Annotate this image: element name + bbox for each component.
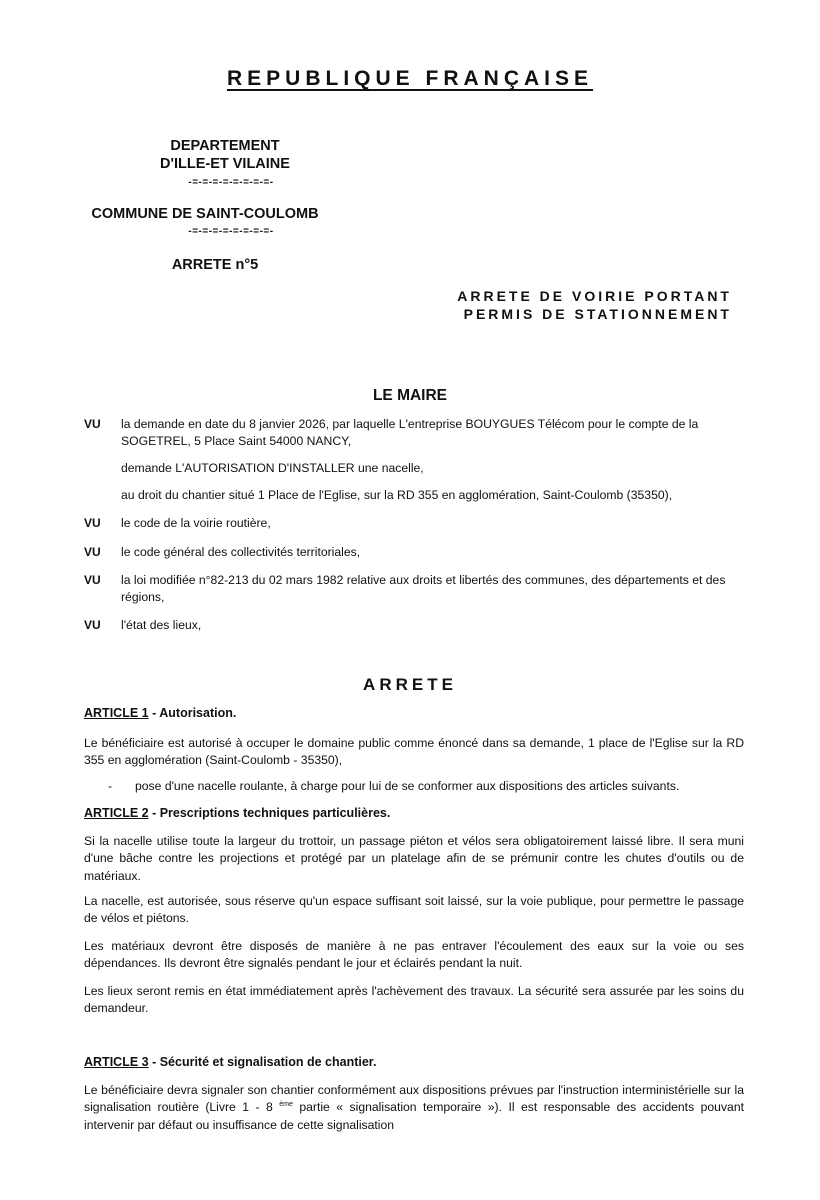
departement-line-1: DEPARTEMENT [170, 138, 280, 154]
article-2-paragraph-1: Si la nacelle utilise toute la largeur du trottoir, un passage piéton et vélos sera obligatoirement laissé libre. Il sera muni d'une bâche contre les projections et protégé par un platelage afin de se prémunir contre les chutes d'outils ou de matériaux. [84, 834, 744, 883]
vu-loi: la loi modifiée n°82-213 du 02 mars 1982 relative aux droits et libertés des communes, des départements et des régions, [121, 573, 726, 605]
departement-line-2: D'ILLE-ET VILAINE [160, 156, 290, 173]
article-1-heading [84, 705, 236, 723]
bullet-dash: - [108, 779, 113, 793]
article-3-paragraph-1: Le bénéficiaire devra signaler son chantier conformément aux dispositions prévues par l'instruction interministérielle sur la signalisation routière (Livre 1 - 8 $^{ème}$ partie « signalisation temporaire »). Il est responsable des accidents pouvant intervenir par défaut ou insuffisance de cette signalisation [84, 1083, 744, 1132]
separator-1: -=-=-=-=-=-=-=-=- [188, 177, 274, 188]
vu-label: VU [84, 516, 101, 530]
arrete-heading: ARRETE [363, 675, 457, 694]
article-2-heading [84, 805, 390, 823]
arrete-title-block [457, 287, 732, 323]
article-1-label: ARTICLE 1 [84, 706, 149, 720]
commune-name: COMMUNE DE SAINT-COULOMB [91, 206, 319, 222]
vu-label: VU [84, 573, 101, 587]
vu-demande: la demande en date du 8 janvier 2026, par laquelle L'entreprise BOUYGUES Télécom pour le compte de la SOGETREL, 5 Place Saint 54000 NANCY, [121, 417, 699, 449]
vu-demande-autorisation: demande L'AUTORISATION D'INSTALLER une nacelle, [121, 461, 424, 475]
vu-label: VU [84, 618, 101, 632]
departement-block [100, 137, 350, 173]
arrete-number: ARRETE n°5 [171, 257, 259, 273]
separator-2: -=-=-=-=-=-=-=-=- [188, 226, 274, 237]
arrete-title-line-1: ARRETE DE VOIRIE PORTANT [457, 288, 732, 304]
vu-etat-lieux: l'état des lieux, [121, 618, 202, 632]
vu-label: VU [84, 545, 101, 559]
vu-code-voirie: le code de la voirie routière, [121, 516, 271, 530]
vu-cgct: le code général des collectivités territoriales, [121, 545, 361, 559]
arrete-title-line-2: PERMIS DE STATIONNEMENT [463, 306, 732, 323]
article-2-label: ARTICLE 2 [84, 806, 149, 820]
article-3-label: ARTICLE 3 [84, 1055, 149, 1069]
le-maire-heading: LE MAIRE [372, 387, 448, 404]
article-1-title: - Autorisation. [148, 706, 237, 720]
article-2-paragraph-2: La nacelle, est autorisée, sous réserve qu'un espace suffisant soit laissé, sur la voie publique, pour permettre le passage de vélos et piétons. [84, 894, 744, 926]
article-3-heading [84, 1054, 376, 1072]
article-2-title: - Prescriptions techniques particulières. [148, 806, 391, 820]
vu-demande-lieu: au droit du chantier situé 1 Place de l'Eglise, sur la RD 355 en agglomération, Saint-Coulomb (35350), [121, 488, 673, 502]
vu-label: VU [84, 417, 101, 431]
article-1-bullet: pose d'une nacelle roulante, à charge pour lui de se conformer aux dispositions des articles suivants. [135, 779, 680, 793]
article-3-title: - Sécurité et signalisation de chantier. [148, 1055, 377, 1069]
article-2-paragraph-4: Les lieux seront remis en état immédiatement après l'achèvement des travaux. La sécurité sera assurée par les soins du demandeur. [84, 984, 744, 1016]
article-1-paragraph: Le bénéficiaire est autorisé à occuper le domaine public comme énoncé dans sa demande, 1 place de l'Eglise sur la RD 355 en agglomération (Saint-Coulomb - 35350), [84, 736, 744, 768]
republique-heading: REPUBLIQUE FRANÇAISE [226, 67, 594, 90]
article-2-paragraph-3: Les matériaux devront être disposés de manière à ne pas entraver l'écoulement des eaux sur la voie ou ses dépendances. Ils devront être signalés pendant le jour et éclairés pendant la nuit. [84, 939, 744, 971]
